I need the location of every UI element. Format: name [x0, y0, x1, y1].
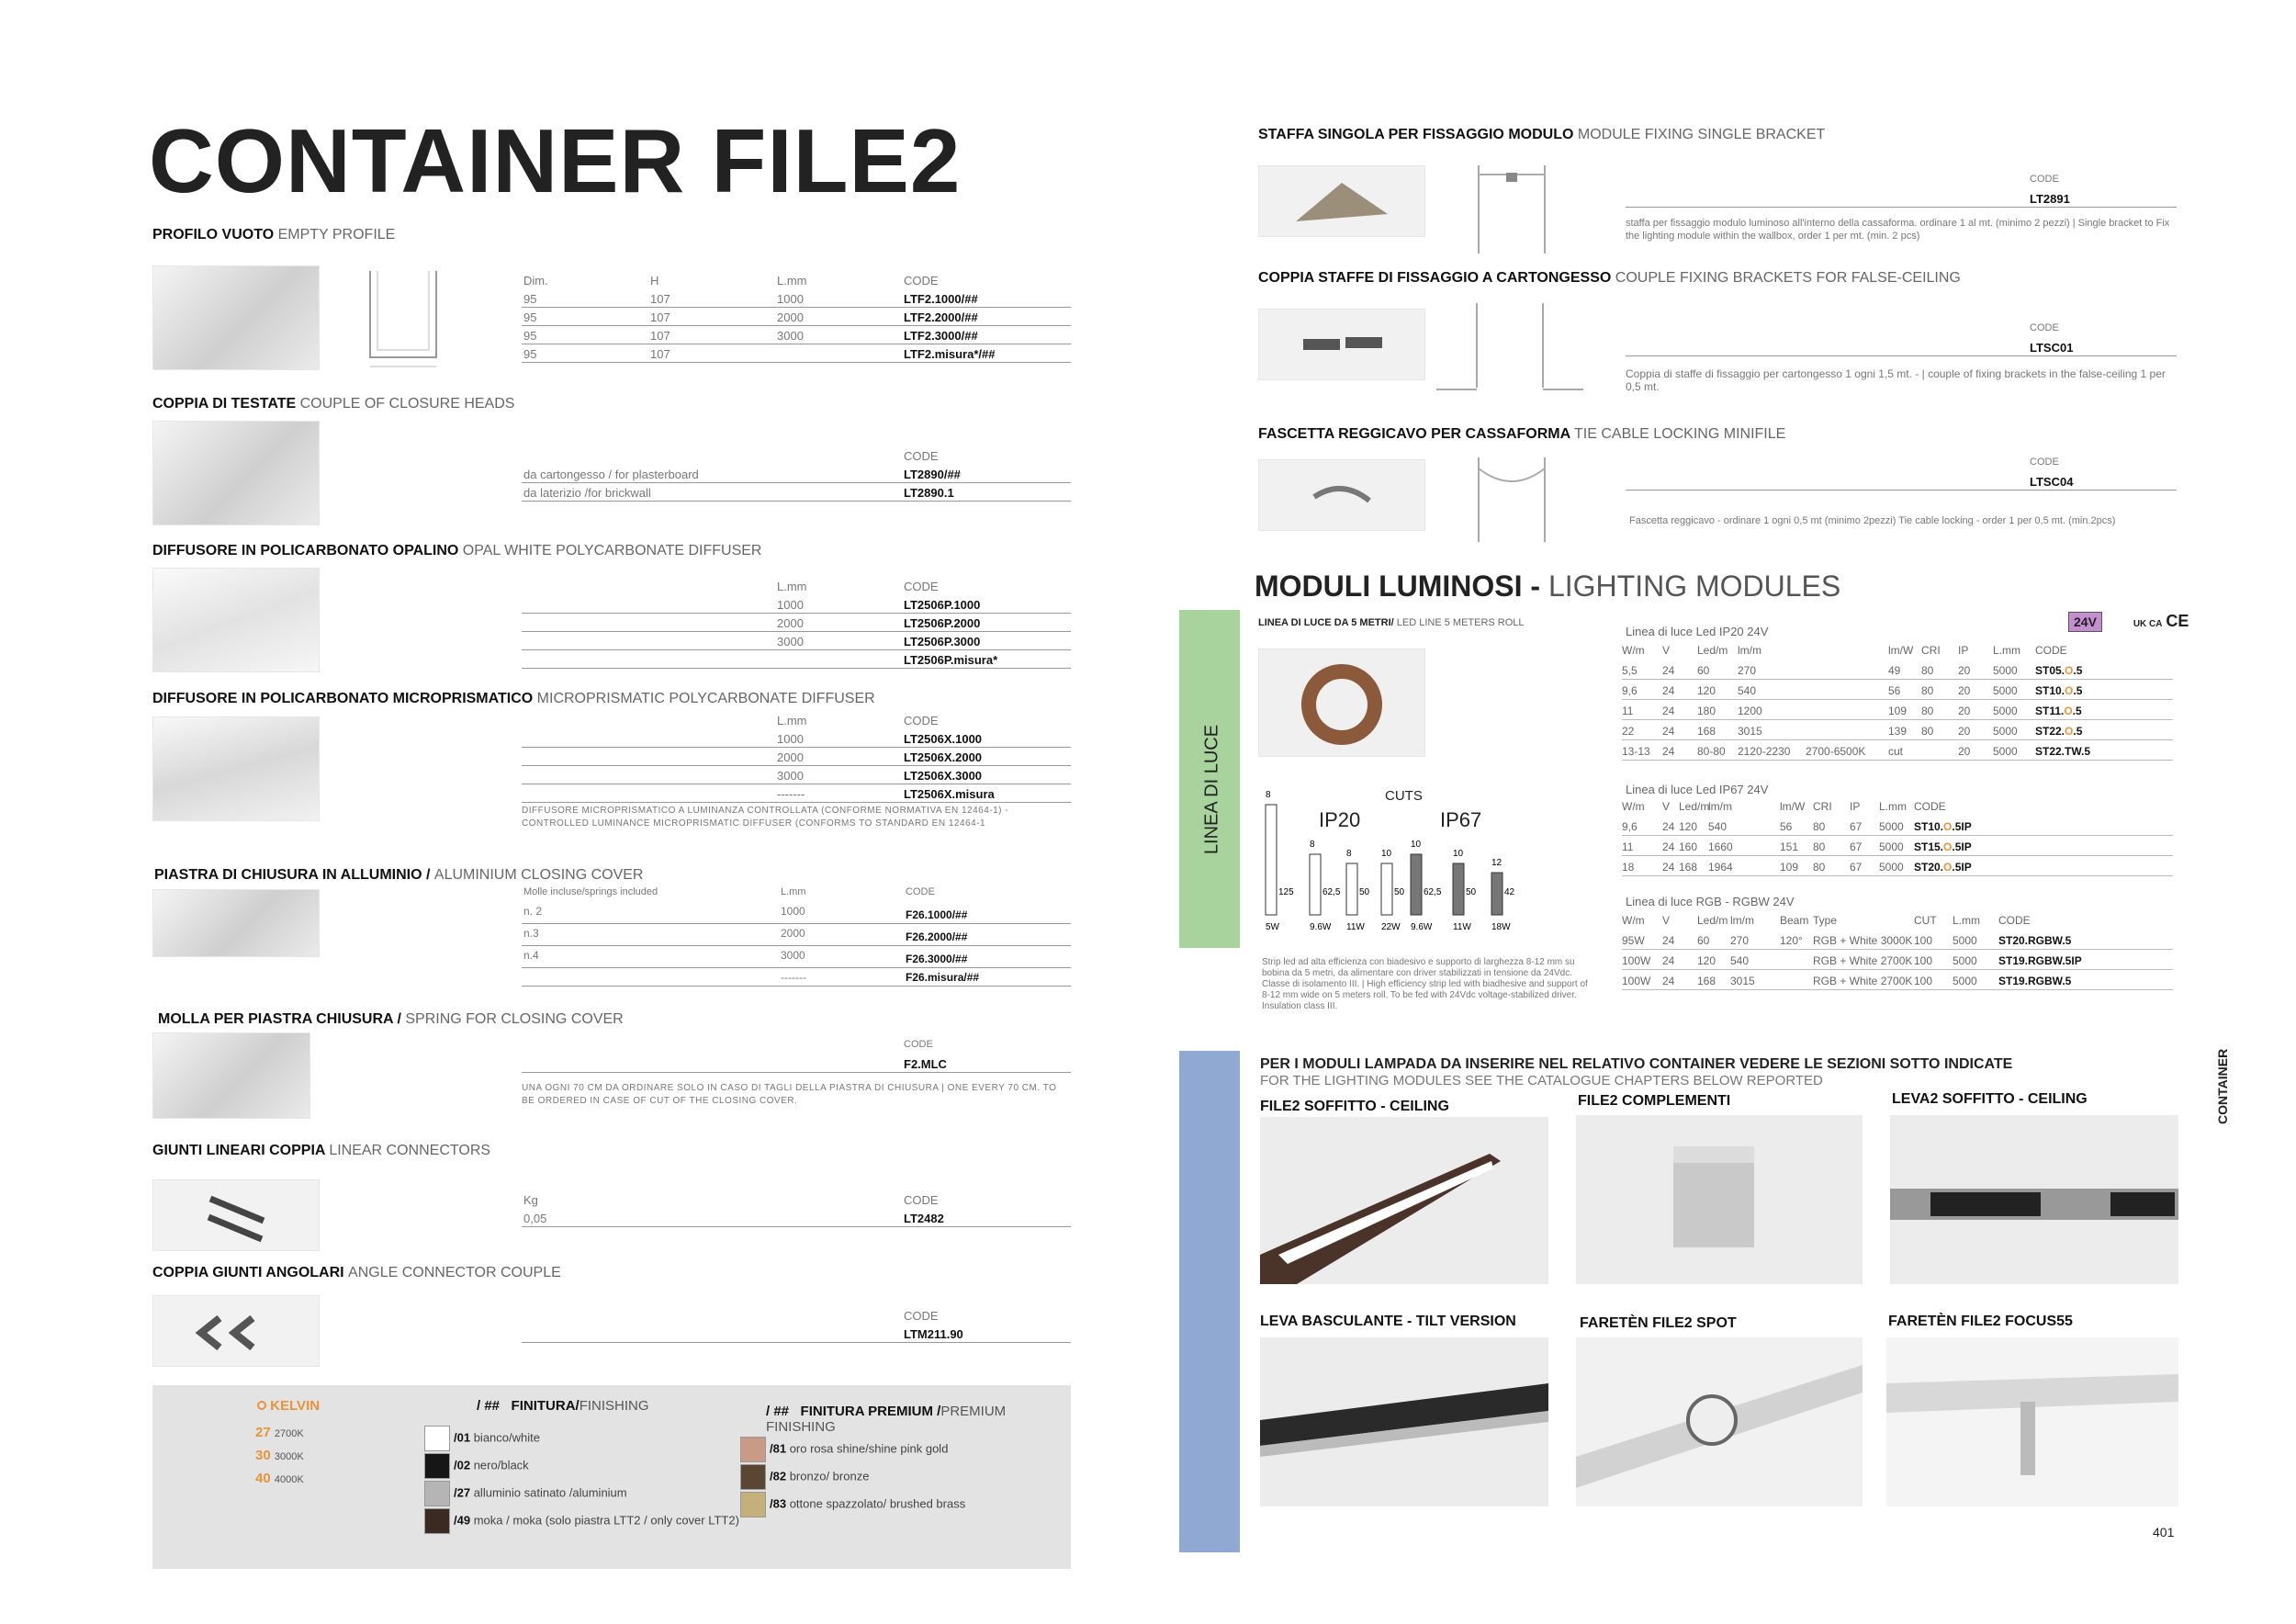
table-row: 2000 LT2506X.2000 — [522, 748, 1071, 766]
table-cell: 109 — [1888, 705, 1908, 717]
table-cell: 9,6 — [1622, 684, 1638, 697]
table-cell: 56 — [1780, 820, 1793, 833]
side-label-linea: LINEA DI LUCE — [1201, 724, 1222, 855]
table-header: L.mm — [1993, 644, 2020, 657]
table-cell: 67 — [1850, 820, 1863, 833]
table-row — [1622, 856, 2173, 876]
table-cell: 100W — [1622, 975, 1651, 987]
table-cell: 5000 — [1993, 684, 2018, 697]
section-title-angolari: COPPIA GIUNTI ANGOLARI ANGLE CONNECTOR COUPLE — [152, 1265, 561, 1280]
table-row: F2.MLC — [522, 1054, 1071, 1073]
product-code: ST22.O.5 — [2035, 725, 2083, 738]
svg-text:22W: 22W — [1381, 922, 1401, 932]
cut-strip — [1453, 849, 1477, 932]
table-row — [1622, 720, 2173, 740]
table-cartongesso: CODE LTSC01 — [1626, 320, 2177, 356]
table-header: V — [1662, 914, 1671, 927]
table-cell: 67 — [1850, 840, 1863, 853]
table-header: IP — [1850, 800, 1861, 813]
table-cell: 24 — [1662, 934, 1675, 947]
table-header: V — [1662, 644, 1671, 657]
table-cell: 109 — [1780, 861, 1799, 874]
table-cell: RGB + White 2700K — [1813, 954, 1913, 967]
cartongesso-drawing — [1436, 299, 1583, 400]
table-piastra: Molle incluse/springs included L.mm CODE n. 2 1000 F26.1000/## n.3 2000 F26.2000/## n.4 3000 F26.3000/## ------- F26.misura/## — [522, 884, 1071, 987]
cut-strip — [1491, 858, 1515, 932]
card-file2-complementi — [1576, 1115, 1863, 1284]
svg-text:8: 8 — [1346, 849, 1352, 859]
svg-text:9.6W: 9.6W — [1411, 922, 1433, 932]
product-code: ST05.O.5 — [2035, 664, 2083, 677]
table-cell: 5000 — [1953, 934, 1977, 947]
profile-drawing — [361, 265, 445, 370]
product-code: ST15.O.5IP — [1914, 840, 1972, 853]
finish-item: /27 alluminio satinato /aluminium — [424, 1481, 627, 1506]
table-cell: 9,6 — [1622, 820, 1638, 833]
table-cell: 168 — [1697, 725, 1716, 738]
section-title-micro: DIFFUSORE IN POLICARBONATO MICROPRISMATICO MICROPRISMATIC POLYCARBONATE DIFFUSER — [152, 691, 875, 706]
table-header: Type — [1813, 914, 1838, 927]
cuts-diagram — [1258, 777, 1534, 942]
table-cell: 67 — [1850, 861, 1863, 874]
table-row — [1622, 680, 2173, 700]
table-cell: 80 — [1921, 725, 1934, 738]
table-cell: 2700-6500K — [1806, 745, 1866, 758]
table-cell: 5000 — [1993, 705, 2018, 717]
table-cell: 24 — [1662, 840, 1675, 853]
table-header: lm/m — [1730, 914, 1754, 927]
table-cell: 1660 — [1708, 840, 1733, 853]
card-fareten-spot — [1576, 1337, 1863, 1506]
table-header: L.mm — [1953, 914, 1980, 927]
t1-title: Linea di luce Led IP20 24V — [1626, 625, 1769, 638]
table-testate: CODE da cartongesso / for plasterboard LT2890/## da laterizio /for brickwall LT2890.1 — [522, 446, 1071, 502]
table-cell: 20 — [1958, 745, 1971, 758]
staffa-note: staffa per fissaggio modulo luminoso all'interno della cassaforma. ordinare 1 al mt. (minimo 2 pezzi) | Single bracket to Fix the lighting module within the wallbox, order 1 per mt. (min. 2 pcs) — [1626, 218, 2170, 242]
table-cell: 80-80 — [1697, 745, 1726, 758]
table-rgb — [1622, 909, 2173, 990]
table-cell: 20 — [1958, 725, 1971, 738]
table-header: L.mm — [1879, 800, 1907, 813]
cuts-title: CUTS — [1385, 788, 1423, 804]
table-opalino: L.mm CODE 1000 LT2506P.1000 2000 LT2506P.2000 3000 LT2506P.3000 LT2506P.misura* — [522, 577, 1071, 669]
table-row: da cartongesso / for plasterboard LT2890/## — [522, 465, 1071, 483]
table-row: 95 107 1000 LTF2.1000/## — [522, 289, 1071, 308]
table-micro: L.mm CODE 1000 LT2506X.1000 2000 LT2506X.2000 3000 LT2506X.3000 ------- LT2506X.misura — [522, 711, 1071, 803]
table-cell: 80 — [1921, 705, 1934, 717]
table-cell: 20 — [1958, 684, 1971, 697]
cut-strip — [1411, 840, 1442, 932]
table-header: W/m — [1622, 914, 1645, 927]
table-row — [1622, 740, 2173, 761]
badge-ce: CE — [2166, 612, 2189, 630]
cuts-svg — [1258, 777, 1534, 942]
table-cell: 100 — [1914, 975, 1933, 987]
table-cell: 540 — [1708, 820, 1728, 833]
staffa-drawing — [1469, 162, 1554, 259]
svg-text:8: 8 — [1266, 790, 1271, 800]
svg-text:11W: 11W — [1453, 922, 1471, 932]
card-title: FARETÈN FILE2 FOCUS55 — [1888, 1314, 2073, 1329]
table-row: 0,05 LT2482 — [522, 1209, 1071, 1227]
table-cell: 22 — [1622, 725, 1635, 738]
table-cell: 24 — [1662, 664, 1675, 677]
table-cell: 120 — [1697, 684, 1716, 697]
table-cell: 5000 — [1879, 820, 1904, 833]
blue-side-bar — [1179, 1051, 1240, 1552]
cut-strip — [1266, 790, 1294, 932]
product-code: ST20.O.5IP — [1914, 861, 1972, 874]
t2-title: Linea di luce Led IP67 24V — [1626, 783, 1769, 796]
product-code: ST10.O.5IP — [1914, 820, 1972, 833]
moduli-title: MODULI LUMINOSI - LIGHTING MODULES — [1255, 570, 1841, 603]
fascetta-photo — [1258, 459, 1425, 531]
svg-text:12: 12 — [1491, 858, 1503, 868]
table-header: CUT — [1914, 914, 1937, 927]
svg-text:18W: 18W — [1491, 922, 1511, 932]
micro-note: DIFFUSORE MICROPRISMATICO A LUMINANZA CONTROLLATA (CONFORME NORMATIVA EN 12464-1) - CONTROLLED LUMINANCE MICROPRISMATIC DIFFUSER (CONFORMS TO STANDARD EN 12464-1 — [522, 806, 1009, 829]
table-ip67 — [1622, 795, 2173, 876]
table-cell: 5000 — [1993, 725, 2018, 738]
table-cell: 5000 — [1993, 664, 2018, 677]
table-cell: 20 — [1958, 705, 1971, 717]
table-cell: 180 — [1697, 705, 1716, 717]
table-row: n.4 3000 F26.3000/## — [522, 946, 1071, 968]
table-cell: RGB + White 3000K — [1813, 934, 1913, 947]
table-row: n.3 2000 F26.2000/## — [522, 924, 1071, 946]
card-title: FARETÈN FILE2 SPOT — [1580, 1315, 1737, 1331]
table-cell: 100 — [1914, 954, 1933, 967]
svg-text:5W: 5W — [1266, 922, 1279, 932]
svg-text:11W: 11W — [1346, 922, 1365, 932]
per-moduli-subtitle: FOR THE LIGHTING MODULES SEE THE CATALOGUE CHAPTERS BELOW REPORTED — [1260, 1073, 1823, 1088]
table-row: LTM211.90 — [522, 1325, 1071, 1343]
table-header: IP — [1958, 644, 1969, 657]
section-title-cartongesso: COPPIA STAFFE DI FISSAGGIO A CARTONGESSO COUPLE FIXING BRACKETS FOR FALSE-CEILING — [1258, 270, 1961, 286]
table-cell: 100 — [1914, 934, 1933, 947]
finish-item: /49 moka / moka (solo piastra LTT2 / only cover LTT2) — [424, 1508, 739, 1534]
table-cell: 120° — [1780, 934, 1803, 947]
table-row: LT2891 — [1626, 189, 2177, 208]
card-title: LEVA2 SOFFITTO - CEILING — [1892, 1091, 2088, 1107]
table-cell: 11 — [1622, 705, 1634, 717]
table-cell: 18 — [1622, 861, 1635, 874]
table-cell: 5000 — [1879, 861, 1904, 874]
piastra-photo — [152, 889, 320, 957]
table-cell: 540 — [1738, 684, 1757, 697]
table-cell: 120 — [1679, 820, 1698, 833]
card-leva-basculante — [1260, 1337, 1548, 1506]
svg-text:50: 50 — [1359, 887, 1370, 897]
table-cell: 5000 — [1993, 745, 2018, 758]
kelvin-circle-icon — [257, 1401, 266, 1410]
svg-text:10: 10 — [1453, 849, 1464, 859]
table-cell: 2120-2230 — [1738, 745, 1791, 758]
table-row — [1622, 816, 2173, 836]
card-title: LEVA BASCULANTE - TILT VERSION — [1260, 1314, 1516, 1329]
table-cell: 151 — [1780, 840, 1799, 853]
page-title: CONTAINER FILE2 — [149, 110, 962, 211]
badge-ukca: UK CA — [2133, 619, 2163, 629]
angolari-photo — [152, 1295, 320, 1367]
table-cell: 24 — [1662, 745, 1675, 758]
table-row — [1622, 660, 2173, 680]
svg-text:125: 125 — [1278, 887, 1294, 897]
per-moduli-title: PER I MODULI LAMPADA DA INSERIRE NEL RELATIVO CONTAINER VEDERE LE SEZIONI SOTTO INDICATE — [1260, 1056, 2013, 1072]
section-title-profilo: PROFILO VUOTO EMPTY PROFILE — [152, 227, 396, 242]
card-title: FILE2 COMPLEMENTI — [1578, 1093, 1731, 1109]
finish-item: /83 ottone spazzolato/ brushed brass — [740, 1492, 965, 1517]
table-cell: RGB + White 2700K — [1813, 975, 1913, 987]
t3-title: Linea di luce RGB - RGBW 24V — [1626, 895, 1795, 908]
table-header: CODE — [1914, 800, 1946, 813]
table-cell: 24 — [1662, 684, 1675, 697]
moduli-subtitle: LINEA DI LUCE DA 5 METRI/ LED LINE 5 METERS ROLL — [1258, 617, 1525, 628]
product-code: ST19.RGBW.5IP — [1998, 954, 2082, 967]
table-header: W/m — [1622, 644, 1645, 657]
table-cell: 95W — [1622, 934, 1645, 947]
ip67-label: IP67 — [1440, 808, 1482, 831]
table-header: CRI — [1813, 800, 1832, 813]
table-row: 3000 LT2506X.3000 — [522, 766, 1071, 784]
table-cell: 80 — [1813, 861, 1826, 874]
table-cell: 80 — [1813, 820, 1826, 833]
fascetta-note: Fascetta reggicavo - ordinare 1 ogni 0,5 mt (minimo 2pezzi) Tie cable locking - order 1 per 0,5 mt. (min.2pcs) — [1629, 515, 2116, 526]
table-header: CODE — [2035, 644, 2067, 657]
table-row — [1622, 836, 2173, 856]
table-cell: 3015 — [1738, 725, 1762, 738]
cartongesso-note: Coppia di staffe di fissaggio per cartongesso 1 ogni 1,5 mt. - | couple of fixing brackets in the false-ceiling 1 per 0,5 mt. — [1626, 367, 2166, 393]
badges — [2068, 612, 2189, 631]
table-row: 2000 LT2506P.2000 — [522, 614, 1071, 632]
table-cell: 5000 — [1953, 975, 1977, 987]
table-row: LTSC01 — [1626, 338, 2177, 356]
table-header: lm/m — [1708, 800, 1732, 813]
table-cell: 168 — [1697, 975, 1716, 987]
green-side-bar — [1179, 610, 1240, 948]
moduli-description: Strip led ad alta efficienza con biadesivo e supporto di larghezza 8-12 mm su bobina da 5 metri, da alimentare con driver stabilizzati in tensione da 24Vdc. Classe di isolamento III. | High efficiency strip led with biadhesive and support of 8-12 mm wide on 5 meters roll. To be fed with 24Vdc voltage-stabilized driver. Insulation class III. — [1262, 957, 1588, 1011]
table-cell: 24 — [1662, 725, 1675, 738]
ip20-label: IP20 — [1319, 808, 1361, 831]
section-title-staffa: STAFFA SINGOLA PER FISSAGGIO MODULO MODULE FIXING SINGLE BRACKET — [1258, 127, 1826, 142]
table-cell: 13-13 — [1622, 745, 1650, 758]
cut-strip — [1381, 849, 1405, 932]
table-header: W/m — [1622, 800, 1645, 813]
table-cell: 168 — [1679, 861, 1698, 874]
svg-text:9.6W: 9.6W — [1310, 922, 1332, 932]
table-cell: 60 — [1697, 934, 1710, 947]
finish-item: /81 oro rosa shine/shine pink gold — [740, 1437, 948, 1462]
table-cell: 24 — [1662, 820, 1675, 833]
section-title-piastra: PIASTRA DI CHIUSURA IN ALLUMINIO / ALUMINIUM CLOSING COVER — [154, 867, 644, 883]
cut-strip — [1310, 840, 1341, 932]
section-title-testate: COPPIA DI TESTATE COUPLE OF CLOSURE HEADS — [152, 396, 515, 412]
table-row: da laterizio /for brickwall LT2890.1 — [522, 483, 1071, 502]
table-header: Led/m — [1697, 644, 1728, 657]
table-staffa: CODE LT2891 — [1626, 171, 2177, 208]
section-title-opalino: DIFFUSORE IN POLICARBONATO OPALINO OPAL WHITE POLYCARBONATE DIFFUSER — [152, 543, 762, 558]
premium-title: / ## FINITURA PREMIUM /PREMIUM FINISHING — [766, 1404, 1007, 1435]
section-title-giunti: GIUNTI LINEARI COPPIA LINEAR CONNECTORS — [152, 1143, 491, 1158]
product-code: ST19.RGBW.5 — [1998, 975, 2072, 987]
table-row — [1622, 970, 2173, 990]
table-cell: cut — [1888, 745, 1904, 758]
table-cell: 120 — [1697, 954, 1716, 967]
table-header: CRI — [1921, 644, 1941, 657]
card-title: FILE2 SOFFITTO - CEILING — [1260, 1099, 1449, 1114]
svg-text:10: 10 — [1381, 849, 1392, 859]
molla-note: UNA OGNI 70 CM DA ORDINARE SOLO IN CASO DI TAGLI DELLA PIASTRA DI CHIUSURA | ONE EVERY 70 CM. TO BE ORDERED IN CASE OF CUT OF THE CLOSING COVER. — [522, 1083, 1057, 1106]
svg-text:8: 8 — [1310, 840, 1315, 850]
table-cell: 24 — [1662, 975, 1675, 987]
table-cell: 5000 — [1879, 840, 1904, 853]
table-row: LTSC04 — [1626, 472, 2177, 491]
kelvin-title: KELVIN — [257, 1398, 320, 1414]
table-angolari: CODE LTM211.90 — [522, 1306, 1071, 1343]
molla-photo — [152, 1032, 310, 1119]
side-tab-container: CONTAINER — [2215, 1048, 2230, 1124]
table-profilo: Dim. H L.mm CODE 95 107 1000 LTF2.1000/## 95 107 2000 LTF2.2000/## 95 107 3000 LTF2.3000/## 95 107 LTF2.misura*/## — [522, 271, 1071, 363]
table-cell: 24 — [1662, 705, 1675, 717]
svg-text:50: 50 — [1466, 887, 1477, 897]
table-cell: 139 — [1888, 725, 1908, 738]
table-header: lm/W — [1780, 800, 1806, 813]
page-number: 401 — [2153, 1525, 2175, 1539]
giunti-photo — [152, 1179, 320, 1251]
table-giunti: Kg CODE 0,05 LT2482 — [522, 1190, 1071, 1227]
table-header: lm/W — [1888, 644, 1914, 657]
table-header: lm/m — [1738, 644, 1761, 657]
svg-text:62,5: 62,5 — [1424, 887, 1442, 897]
table-row: 95 107 3000 LTF2.3000/## — [522, 326, 1071, 344]
finish-item: /01 bianco/white — [424, 1426, 540, 1451]
product-code: ST11.O.5 — [2035, 705, 2082, 717]
table-cell: 5000 — [1953, 954, 1977, 967]
table-cell: 5,5 — [1622, 664, 1638, 677]
table-header: V — [1662, 800, 1671, 813]
table-cell: 49 — [1888, 664, 1901, 677]
table-cell: 24 — [1662, 861, 1675, 874]
svg-text:62,5: 62,5 — [1322, 887, 1341, 897]
table-cell: 80 — [1813, 840, 1826, 853]
table-cell: 1964 — [1708, 861, 1733, 874]
finitura-title: / ## FINITURA/FINISHING — [477, 1398, 649, 1414]
table-row: LT2506P.misura* — [522, 650, 1071, 669]
table-row — [1622, 700, 2173, 720]
table-cell: 270 — [1730, 934, 1750, 947]
kelvin-list: 27 2700K 30 3000K 40 4000K — [255, 1425, 304, 1486]
badge-24v: 24V — [2068, 612, 2102, 632]
finish-panel — [152, 1385, 1071, 1569]
table-header: CODE — [1998, 914, 2031, 927]
table-fascetta: CODE LTSC04 — [1626, 454, 2177, 491]
table-molla: CODE F2.MLC — [522, 1036, 1071, 1073]
product-code: ST10.O.5 — [2035, 684, 2083, 697]
table-cell: 80 — [1921, 684, 1934, 697]
profile-photo — [152, 265, 320, 370]
product-code: ST22.TW.5 — [2035, 745, 2091, 758]
card-fareten-focus55 — [1886, 1337, 2178, 1506]
table-row: 95 107 2000 LTF2.2000/## — [522, 308, 1071, 326]
card-file2-soffitto — [1260, 1117, 1548, 1284]
table-cell: 11 — [1622, 840, 1634, 853]
table-row: 3000 LT2506P.3000 — [522, 632, 1071, 650]
table-row — [1622, 930, 2173, 950]
table-row: ------- LT2506X.misura — [522, 784, 1071, 803]
table-cell: 60 — [1697, 664, 1710, 677]
svg-text:10: 10 — [1411, 840, 1422, 850]
product-code: ST20.RGBW.5 — [1998, 934, 2072, 947]
table-row: ------- F26.misura/## — [522, 968, 1071, 987]
testate-photo — [152, 421, 320, 525]
svg-text:50: 50 — [1394, 887, 1405, 897]
table-cell: 1200 — [1738, 705, 1762, 717]
table-row: 95 107 LTF2.misura*/## — [522, 344, 1071, 363]
micro-photo — [152, 716, 320, 821]
finish-item: /02 nero/black — [424, 1453, 529, 1479]
table-row: 1000 LT2506X.1000 — [522, 729, 1071, 748]
section-title-molla: MOLLA PER PIASTRA CHIUSURA / SPRING FOR CLOSING COVER — [158, 1011, 624, 1027]
finish-item: /82 bronzo/ bronze — [740, 1464, 869, 1490]
table-cell: 100W — [1622, 954, 1651, 967]
table-cell: 3015 — [1730, 975, 1755, 987]
table-cell: 80 — [1921, 664, 1934, 677]
cartongesso-photo — [1258, 309, 1425, 380]
section-title-fascetta: FASCETTA REGGICAVO PER CASSAFORMA TIE CABLE LOCKING MINIFILE — [1258, 426, 1786, 442]
table-cell: 24 — [1662, 954, 1675, 967]
table-ip20 — [1622, 639, 2173, 761]
table-header: Led/m — [1697, 914, 1728, 927]
card-leva2-soffitto — [1890, 1115, 2178, 1284]
fascetta-drawing — [1469, 454, 1554, 546]
table-header: Led/m — [1679, 800, 1710, 813]
table-row — [1622, 950, 2173, 970]
table-cell: 20 — [1958, 664, 1971, 677]
table-cell: 270 — [1738, 664, 1757, 677]
table-row: n. 2 1000 F26.1000/## — [522, 902, 1071, 924]
table-header: Beam — [1780, 914, 1809, 927]
table-cell: 540 — [1730, 954, 1750, 967]
staffa-photo — [1258, 165, 1425, 237]
table-cell: 56 — [1888, 684, 1901, 697]
table-cell: 160 — [1679, 840, 1698, 853]
led-roll-photo — [1258, 648, 1425, 757]
svg-text:42: 42 — [1504, 887, 1515, 897]
cut-strip — [1346, 849, 1370, 932]
opalino-photo — [152, 568, 320, 672]
table-row: 1000 LT2506P.1000 — [522, 595, 1071, 614]
